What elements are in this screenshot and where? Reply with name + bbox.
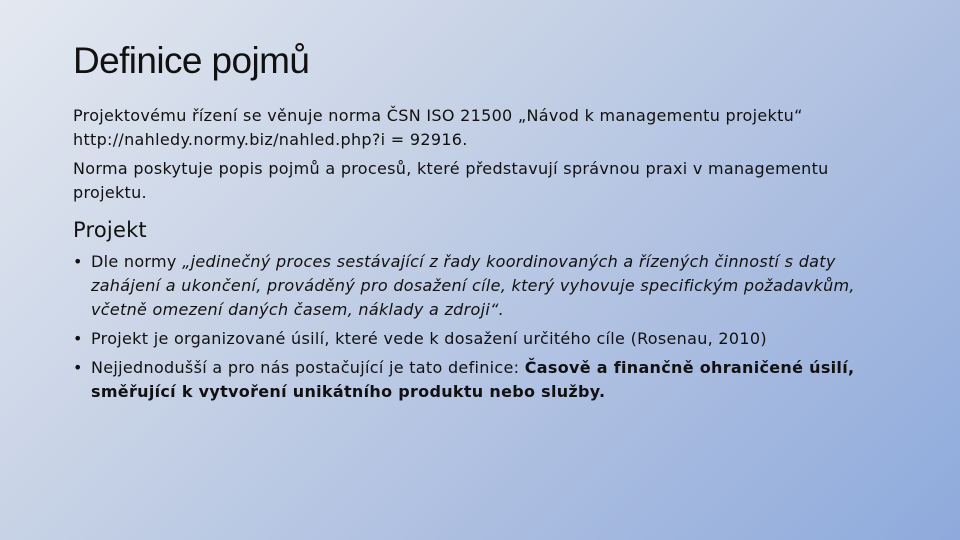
bullet-item-simple-definition <box>73 356 893 404</box>
intro-paragraph-description: Norma poskytuje popis pojmů a procesů, které představují správnou praxi v managementu projektu. <box>73 159 829 202</box>
bullet-list <box>73 250 893 404</box>
slide-title: Definice pojmů <box>73 40 310 81</box>
section-heading-projekt: Projekt <box>73 218 147 242</box>
bullet-prefix-text: Dle normy <box>91 252 183 271</box>
bullet-item-norm-definition <box>73 250 893 322</box>
slide-body <box>73 104 893 409</box>
bullet-bold-definition: Časově a finančně ohraničené úsilí, směřující k vytvoření unikátního produktu nebo služby. <box>91 358 855 401</box>
bullet-icon: • <box>73 329 83 348</box>
bullet-italic-definition: „jedinečný proces sestávající z řady koordinovaných a řízených činností s daty zahájení a ukončení, prováděný pro dosažení cíle, který vyhovuje specifickým požadavkům, včetně omezení daných časem, náklady a zdroji“. <box>91 252 855 319</box>
bullet-icon: • <box>73 252 83 271</box>
bullet-icon: • <box>73 358 83 377</box>
bullet-item-rosenau <box>73 327 893 351</box>
bullet-text: Projekt je organizované úsilí, které vede k dosažení určitého cíle (Rosenau, 2010) <box>91 329 767 348</box>
intro-paragraph-norm: Projektovému řízení se věnuje norma ČSN ISO 21500 „Návod k managementu projektu“ http://nahledy.normy.biz/nahled.php?i = 92916. <box>73 106 803 149</box>
bullet-prefix-text: Nejjednodušší a pro nás postačující je tato definice: <box>91 358 525 377</box>
